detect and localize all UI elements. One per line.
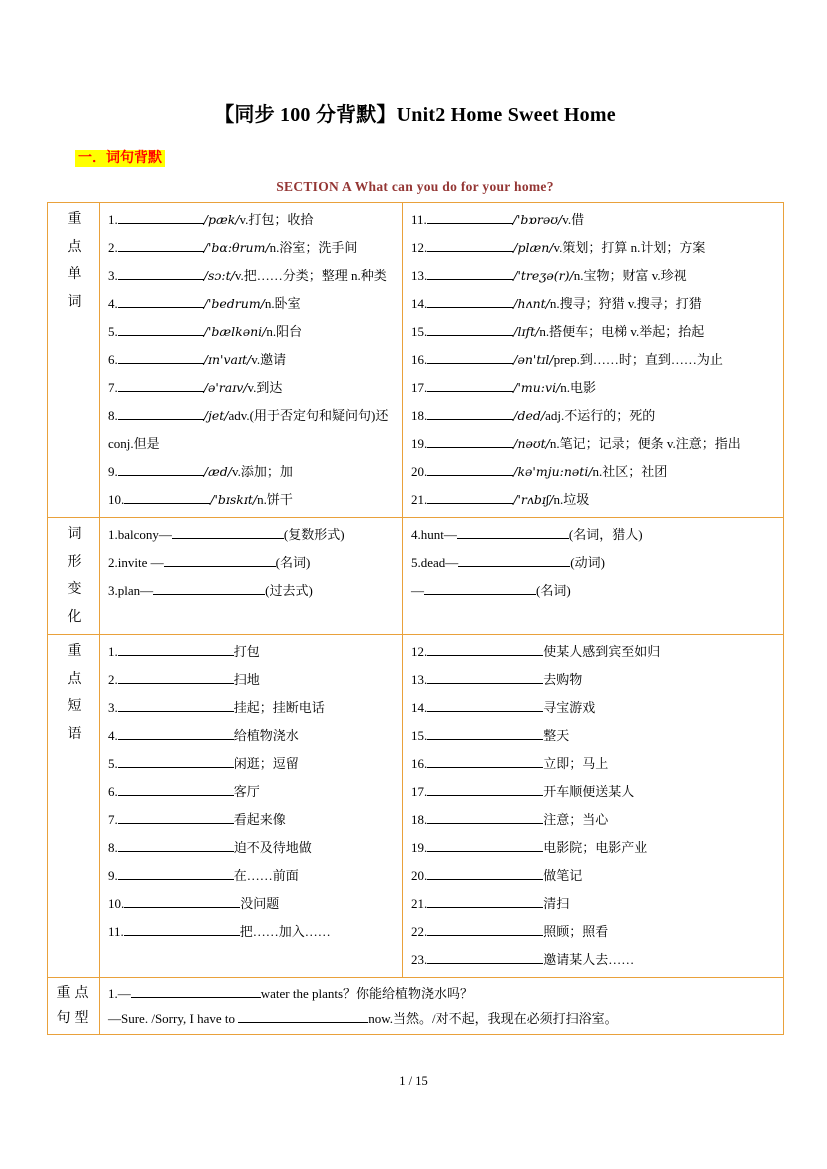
row-label-text: 重	[67, 644, 82, 659]
blank-line	[118, 868, 234, 880]
item-number: 5.	[108, 756, 118, 771]
worksheet-item	[411, 890, 777, 918]
blank-line	[153, 583, 265, 595]
worksheet-item	[108, 638, 396, 666]
item-number: 14.	[411, 700, 428, 715]
item-number: 15.	[411, 324, 428, 339]
phonetic: /'bɑ:θrum/	[203, 240, 270, 255]
item-text: 客厅	[233, 784, 260, 799]
item-text: 去购物	[543, 672, 583, 687]
row-label-text: 重点	[56, 986, 93, 1001]
blank-line	[427, 728, 543, 740]
item-text: 照顾；照看	[543, 924, 609, 939]
row-label-text: 语	[67, 726, 82, 742]
item-number: 4.	[108, 296, 118, 311]
item-text: adv.(用于否定句和疑问句)还 conj.但是	[108, 408, 389, 451]
item-text: 邀请某人去……	[543, 952, 635, 967]
item-number: 8.	[108, 408, 118, 423]
item-number: 19.	[411, 840, 428, 855]
item-text: v.把……分类；整理 n.种类	[234, 268, 387, 283]
item-text: 闲逛；逗留	[233, 756, 299, 771]
item-number: 4.	[108, 728, 118, 743]
item-number: 5.dead—	[411, 555, 459, 570]
blank-line	[118, 324, 204, 336]
blank-line	[427, 436, 513, 448]
worksheet-item	[108, 890, 396, 918]
blank-line	[427, 212, 513, 224]
item-text: 把……加入……	[239, 924, 331, 939]
content-cell	[403, 203, 784, 518]
item-text: n.搜寻；狩猎 v.搜寻；打猎	[549, 296, 702, 311]
phonetic: /kə'mju:nəti/	[513, 464, 593, 479]
item-number: 12.	[411, 240, 428, 255]
item-number: 2.	[108, 672, 118, 687]
item-number: 21.	[411, 492, 428, 507]
blank-line	[427, 268, 513, 280]
item-text: n.搭便车；电梯 v.举起；抬起	[539, 324, 705, 339]
worksheet-item	[411, 521, 777, 549]
worksheet-item	[108, 666, 396, 694]
worksheet-item	[108, 262, 396, 290]
worksheet-item	[108, 694, 396, 722]
item-number: 5.	[108, 324, 118, 339]
worksheet-item	[411, 234, 777, 262]
table-row-words	[48, 203, 784, 518]
row-label-text: 短	[67, 699, 82, 714]
worksheet-item	[108, 402, 396, 458]
item-text: (动词)	[570, 555, 605, 570]
table-row-sentences	[48, 978, 784, 1035]
item-number: 1.	[108, 644, 118, 659]
worksheet-item	[411, 262, 777, 290]
phonetic: /nəʊt/	[513, 436, 550, 451]
table-row-forms	[48, 518, 784, 635]
worksheet-item	[108, 918, 396, 946]
blank-line	[118, 840, 234, 852]
item-text: (复数形式)	[283, 527, 345, 542]
item-text: n.卧室	[264, 296, 301, 311]
worksheet-item	[108, 862, 396, 890]
item-text: 在……前面	[233, 868, 299, 883]
blank-line	[427, 352, 513, 364]
worksheet-item	[411, 374, 777, 402]
worksheet-item	[411, 402, 777, 430]
worksheet-item	[411, 946, 777, 974]
worksheet-item	[108, 577, 396, 605]
blank-line	[118, 756, 234, 768]
worksheet-item	[411, 862, 777, 890]
item-number: 7.	[108, 380, 118, 395]
item-number: 1.balcony—	[108, 527, 172, 542]
blank-line	[424, 583, 536, 595]
phonetic: /'treʒə(r)/	[513, 268, 574, 283]
blank-line	[118, 672, 234, 684]
blank-line	[427, 840, 543, 852]
item-number: 14.	[411, 296, 428, 311]
worksheet-item	[108, 290, 396, 318]
worksheet-item	[411, 206, 777, 234]
worksheet-item	[108, 486, 396, 514]
blank-line	[427, 812, 543, 824]
worksheet-item	[411, 834, 777, 862]
row-label-text: 词	[67, 527, 82, 542]
item-text: v.邀请	[251, 352, 287, 367]
item-number: 20.	[411, 464, 428, 479]
blank-line	[164, 555, 276, 567]
worksheet-item	[108, 981, 777, 1006]
blank-line	[118, 240, 204, 252]
worksheet-item	[411, 918, 777, 946]
worksheet-item	[108, 521, 396, 549]
worksheet-table	[47, 202, 784, 1035]
worksheet-item	[108, 346, 396, 374]
worksheet-item	[411, 346, 777, 374]
phonetic: /'mu:vi/	[513, 380, 561, 395]
blank-line	[118, 644, 234, 656]
phonetic: /jet/	[203, 408, 229, 423]
item-number: 6.	[108, 352, 118, 367]
worksheet-item	[411, 750, 777, 778]
row-label-text: 形	[67, 554, 82, 570]
item-text: n.浴室；洗手间	[269, 240, 358, 255]
phonetic: /pæk/	[203, 212, 240, 227]
blank-line	[427, 324, 513, 336]
item-number: 16.	[411, 352, 428, 367]
item-number: 4.hunt—	[411, 527, 457, 542]
blank-line	[427, 240, 513, 252]
worksheet-item	[108, 750, 396, 778]
item-text: prep.到……时；直到……为止	[553, 352, 723, 367]
worksheet-item	[411, 778, 777, 806]
worksheet-item	[108, 834, 396, 862]
item-number: 21.	[411, 896, 428, 911]
row-label-text: 化	[67, 609, 82, 625]
worksheet-body	[48, 203, 784, 1035]
blank-line	[124, 896, 240, 908]
blank-line	[427, 868, 543, 880]
worksheet-item	[108, 234, 396, 262]
blank-line	[118, 728, 234, 740]
item-number: 2.	[108, 240, 118, 255]
item-number: 18.	[411, 812, 428, 827]
phonetic: /ɪn'vaɪt/	[203, 352, 252, 367]
blank-line	[124, 492, 210, 504]
row-label-sentences	[48, 978, 100, 1035]
item-text: water the plants？你能给植物浇水吗？	[260, 986, 474, 1001]
item-number: 8.	[108, 840, 118, 855]
item-text: 立即；马上	[543, 756, 609, 771]
item-number: 13.	[411, 268, 428, 283]
worksheet-item	[108, 458, 396, 486]
item-text: v.策划；打算 n.计划；方案	[553, 240, 706, 255]
item-number: 6.	[108, 784, 118, 799]
section-label-row	[75, 147, 783, 167]
item-number: 16.	[411, 756, 428, 771]
item-text: 扫地	[233, 672, 260, 687]
item-number: 3.	[108, 700, 118, 715]
item-text: n.垃圾	[553, 492, 590, 507]
item-text: adj.不运行的；死的	[545, 408, 656, 423]
item-text: n.宝物；财富 v.珍视	[573, 268, 687, 283]
row-label-text: 句型	[56, 1011, 93, 1026]
worksheet-item	[411, 638, 777, 666]
row-label-text: 变	[67, 582, 82, 597]
item-text: now.当然。/对不起，我现在必须打扫浴室。	[368, 1011, 618, 1026]
blank-line	[457, 527, 569, 539]
blank-line	[427, 784, 543, 796]
item-text: v.添加；加	[231, 464, 293, 479]
worksheet-item	[411, 290, 777, 318]
phonetic: /'bedrum/	[203, 296, 265, 311]
item-text: 没问题	[240, 896, 280, 911]
phonetic: /sɔ:t/	[203, 268, 235, 283]
phonetic: /'rʌbɪʃ/	[513, 492, 554, 507]
item-text: v.借	[562, 212, 585, 227]
blank-line	[427, 700, 543, 712]
item-number: 7.	[108, 812, 118, 827]
phonetic: /'bɪskɪt/	[210, 492, 258, 507]
item-number: 12.	[411, 644, 428, 659]
item-text: 挂起；挂断电话	[233, 700, 325, 715]
item-number: 15.	[411, 728, 428, 743]
worksheet-item	[108, 1006, 777, 1031]
blank-line	[131, 986, 261, 998]
item-text: (名词，猎人)	[568, 527, 643, 542]
row-label-text: 词	[67, 294, 82, 310]
item-number: 11.	[411, 212, 427, 227]
blank-line	[427, 380, 513, 392]
item-number: 20.	[411, 868, 428, 883]
phonetic: /'bɒrəʊ/	[512, 212, 563, 227]
blank-line	[427, 756, 543, 768]
content-cell	[403, 635, 784, 978]
content-cell	[100, 635, 403, 978]
item-text: 给植物浇水	[233, 728, 299, 743]
item-number: 1.	[108, 212, 118, 227]
item-text: 电影院；电影产业	[543, 840, 648, 855]
table-row-phrases	[48, 635, 784, 978]
content-cell	[100, 518, 403, 635]
blank-line	[118, 352, 204, 364]
item-text: (过去式)	[265, 583, 313, 598]
item-number: 9.	[108, 464, 118, 479]
blank-line	[238, 1011, 368, 1023]
blank-line	[427, 492, 513, 504]
item-text: 注意；当心	[543, 812, 609, 827]
item-number: 10.	[108, 492, 125, 507]
item-number: 13.	[411, 672, 428, 687]
page-number: 1 / 15	[399, 1074, 428, 1088]
content-cell	[403, 518, 784, 635]
item-text: 整天	[543, 728, 570, 743]
item-text: (名词)	[275, 555, 311, 570]
phonetic: /lɪft/	[513, 324, 540, 339]
worksheet-item	[411, 806, 777, 834]
blank-line	[118, 464, 204, 476]
phonetic: /ded/	[513, 408, 546, 423]
worksheet-item	[411, 430, 777, 458]
worksheet-item	[411, 722, 777, 750]
content-cell	[100, 978, 784, 1035]
phonetic: /ə'raɪv/	[203, 380, 248, 395]
item-text: 做笔记	[543, 868, 583, 883]
blank-line	[118, 784, 234, 796]
worksheet-item	[411, 694, 777, 722]
worksheet-item	[411, 549, 777, 577]
worksheet-item	[108, 549, 396, 577]
blank-line	[172, 527, 284, 539]
section-heading: SECTION A What can you do for your home?	[276, 179, 554, 194]
item-number: 1.—	[108, 986, 131, 1001]
blank-line	[458, 555, 570, 567]
item-text: 看起来像	[233, 812, 286, 827]
worksheet-item	[411, 486, 777, 514]
item-number: 9.	[108, 868, 118, 883]
section-label: 一．词句背默	[75, 150, 165, 167]
item-number: 17.	[411, 380, 428, 395]
row-label-phrases	[48, 635, 100, 978]
item-text: n.电影	[560, 380, 597, 395]
item-text: n.阳台	[266, 324, 303, 339]
item-text: v.打包；收拾	[239, 212, 314, 227]
item-number: 18.	[411, 408, 428, 423]
phonetic: /'bælkəni/	[203, 324, 267, 339]
item-text: v.到达	[247, 380, 283, 395]
blank-line	[118, 408, 204, 420]
item-text: 使某人感到宾至如归	[543, 644, 661, 659]
item-text: 寻宝游戏	[543, 700, 596, 715]
worksheet-item	[108, 722, 396, 750]
worksheet-item	[411, 458, 777, 486]
item-text: 清扫	[543, 896, 570, 911]
item-text: n.社区；社团	[592, 464, 668, 479]
row-label-text: 重	[67, 212, 82, 227]
worksheet-item	[411, 318, 777, 346]
item-number: 19.	[411, 436, 428, 451]
worksheet-item	[108, 374, 396, 402]
worksheet-item	[411, 666, 777, 694]
item-number: 3.	[108, 268, 118, 283]
worksheet-item	[108, 318, 396, 346]
item-number: 23.	[411, 952, 428, 967]
item-text: n.饼干	[257, 492, 293, 507]
item-text: 打包	[233, 644, 260, 659]
blank-line	[427, 952, 543, 964]
blank-line	[118, 296, 204, 308]
row-label-text: 点	[67, 671, 82, 687]
item-number: 3.plan—	[108, 583, 154, 598]
blank-line	[427, 464, 513, 476]
item-text: (名词)	[536, 583, 571, 598]
row-label-text: 单	[67, 267, 82, 282]
blank-line	[124, 924, 240, 936]
page-title: 【同步 100 分背默】Unit2 Home Sweet Home	[214, 104, 616, 126]
worksheet-item	[108, 778, 396, 806]
item-text: n.笔记；记录；便条 v.注意；指出	[549, 436, 741, 451]
row-label-forms	[48, 518, 100, 635]
row-label-text: 点	[67, 239, 82, 255]
content-cell	[100, 203, 403, 518]
phonetic: /ən'tɪl/	[513, 352, 554, 367]
blank-line	[118, 812, 234, 824]
phonetic: /hʌnt/	[513, 296, 550, 311]
item-number: 22.	[411, 924, 428, 939]
blank-line	[427, 408, 513, 420]
worksheet-item	[108, 806, 396, 834]
phonetic: /plæn/	[513, 240, 554, 255]
blank-line	[118, 212, 204, 224]
blank-line	[118, 700, 234, 712]
item-number: 2.invite —	[108, 555, 164, 570]
blank-line	[427, 896, 543, 908]
item-number: —Sure. /Sorry, I have to	[108, 1011, 239, 1026]
blank-line	[118, 380, 204, 392]
item-number: 17.	[411, 784, 428, 799]
worksheet-item	[411, 577, 777, 605]
item-number: 10.	[108, 896, 125, 911]
blank-line	[427, 296, 513, 308]
item-number: —	[411, 583, 424, 598]
item-text: 开车顺便送某人	[543, 784, 635, 799]
phonetic: /æd/	[203, 464, 232, 479]
item-number: 11.	[108, 924, 124, 939]
row-label-words	[48, 203, 100, 518]
blank-line	[427, 924, 543, 936]
blank-line	[427, 644, 543, 656]
item-text: 迫不及待地做	[233, 840, 312, 855]
blank-line	[118, 268, 204, 280]
worksheet-item	[108, 206, 396, 234]
blank-line	[427, 672, 543, 684]
